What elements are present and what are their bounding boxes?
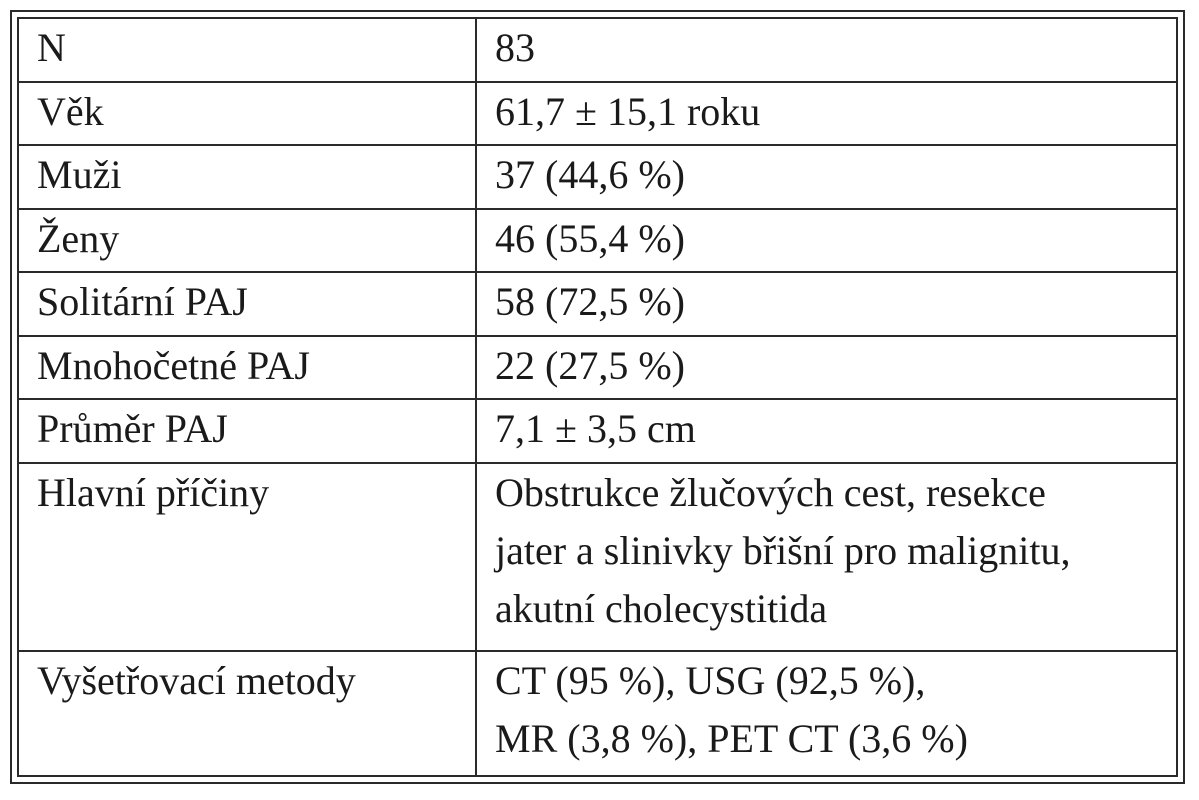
value-line: MR (3,8 %), PET CT (3,6 %) (495, 716, 968, 762)
row-value (476, 272, 1177, 336)
table-row (18, 18, 1177, 82)
row-label: Muži (18, 145, 476, 209)
row-value (476, 463, 1177, 651)
value-line: 83 (495, 25, 535, 70)
value-line: 22 (27,5 %) (495, 342, 685, 388)
value-line: CT (95 %), USG (92,5 %), (495, 658, 926, 704)
row-label: Věk (18, 82, 476, 146)
row-label: Vyšetřovací metody (18, 651, 476, 776)
value-line: Obstrukce žlučových cest, resekce (495, 469, 1046, 515)
table-row (18, 145, 1177, 209)
row-value (476, 651, 1177, 776)
row-label: Ženy (18, 209, 476, 273)
table-row (18, 272, 1177, 336)
table-row (18, 463, 1177, 651)
table-row (18, 336, 1177, 400)
value-line: jater a slinivky břišní pro malignitu, (495, 527, 1071, 573)
row-label: N (18, 18, 476, 82)
row-value (476, 209, 1177, 273)
patient-characteristics-table (17, 17, 1178, 777)
row-label: Mnohočetné PAJ (18, 336, 476, 400)
row-value (476, 336, 1177, 400)
row-label: Hlavní příčiny (18, 463, 476, 651)
row-value (476, 399, 1177, 463)
table-row (18, 82, 1177, 146)
value-line: 61,7 ± 15,1 roku (495, 88, 761, 134)
table-row (18, 651, 1177, 776)
row-value (476, 82, 1177, 146)
table-row (18, 399, 1177, 463)
row-label: Průměr PAJ (18, 399, 476, 463)
value-line: 58 (72,5 %) (495, 279, 685, 325)
value-line: 46 (55,4 %) (495, 215, 685, 261)
value-line: 37 (44,6 %) (495, 152, 685, 198)
table-row (18, 209, 1177, 273)
row-label: Solitární PAJ (18, 272, 476, 336)
table-frame (10, 10, 1185, 784)
value-line: 7,1 ± 3,5 cm (495, 406, 696, 452)
row-value (476, 18, 1177, 82)
row-value (476, 145, 1177, 209)
value-line: akutní cholecystitida (495, 585, 828, 631)
